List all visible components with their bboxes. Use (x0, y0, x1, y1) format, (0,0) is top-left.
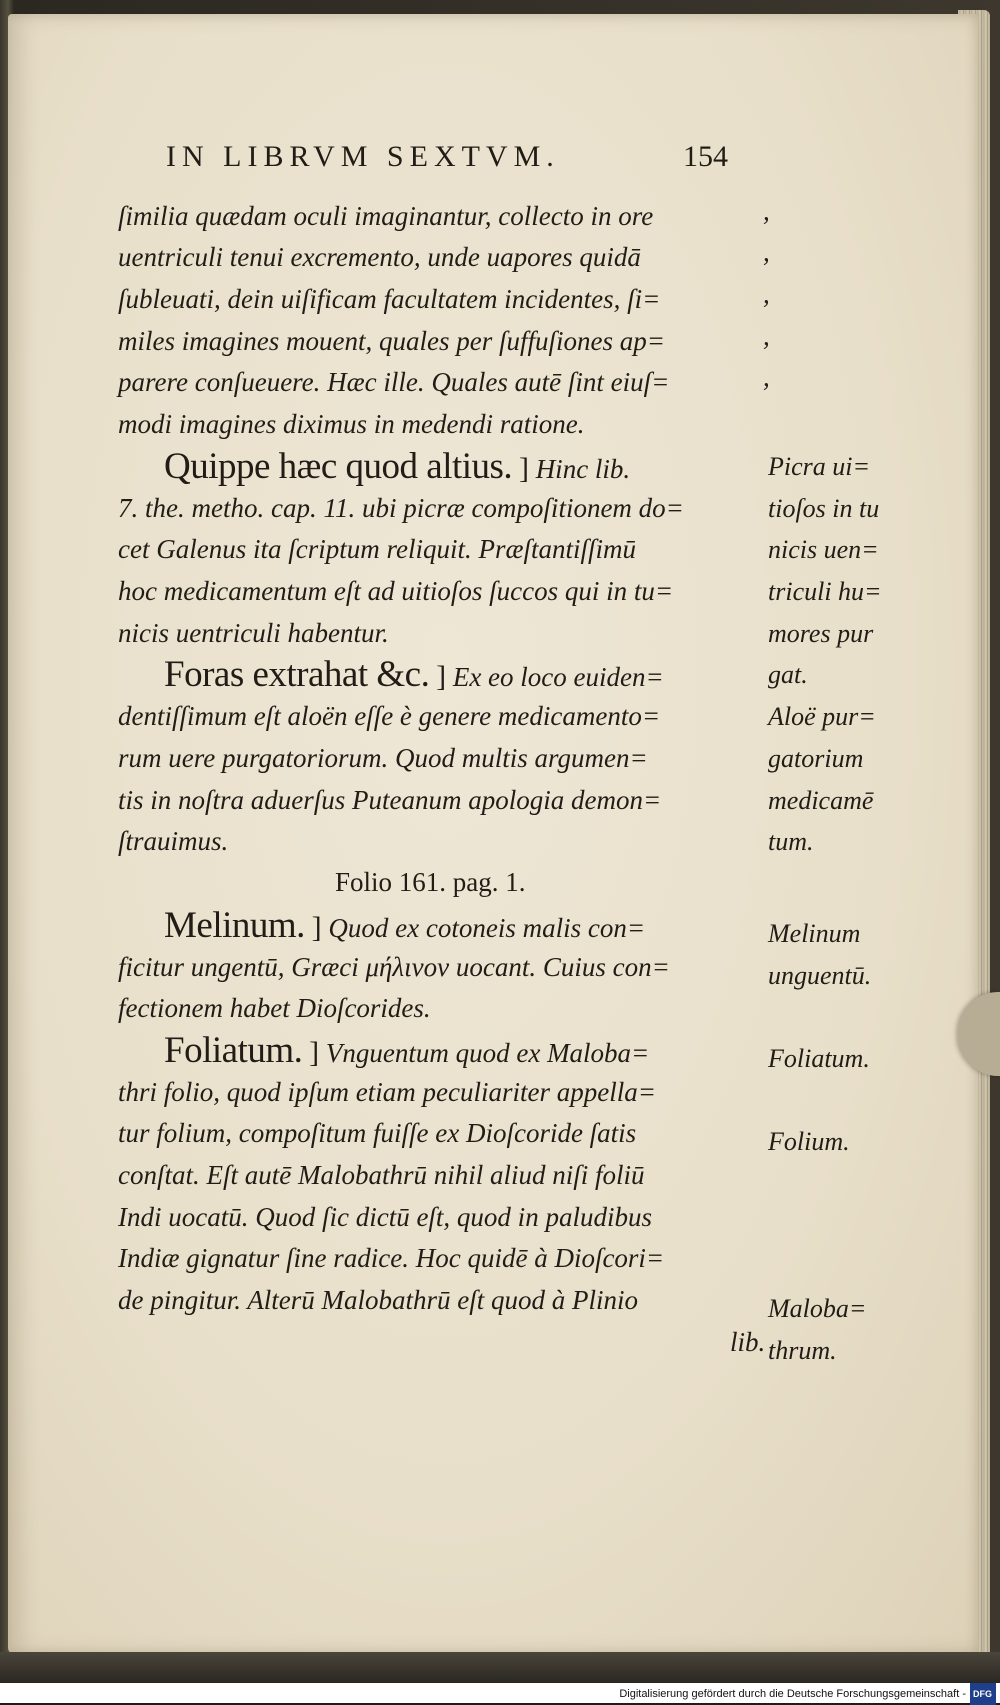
text-line: Indi uocatū. Quod ſic dictū eſt, quod in paludibus (118, 1202, 652, 1232)
margin-note: gatorium (768, 744, 864, 773)
lemma: Foras extrahat &c. (164, 654, 430, 695)
text-line: nicis uentriculi habentur. (118, 618, 389, 648)
quote-mark: , (763, 362, 770, 392)
margin-note: triculi hu= (768, 577, 882, 606)
margin-note: Melinum (768, 919, 861, 948)
text-line: thri folio, quod ipſum etiam peculiariter appella= (118, 1077, 656, 1107)
text-line: rum uere purgatoriorum. Quod multis argumen= (118, 743, 648, 773)
text-line: Indiæ gignatur ſine radice. Hoc quidē à Dioſcori= (118, 1243, 665, 1273)
margin-note: medicamē (768, 786, 874, 815)
margin-note: Picra ui= (768, 452, 871, 481)
catchword: lib. (730, 1327, 766, 1357)
text-line: tur folium, compoſitum fuiſſe ex Dioſcoride ſatis (118, 1118, 637, 1148)
text-line: Vnguentum quod ex Maloba= (325, 1038, 650, 1068)
margin-note: Folium. (768, 1127, 850, 1156)
text-line: Hinc lib. (535, 454, 631, 484)
margin-note: mores pur (768, 619, 874, 648)
dfg-logo: DFG (970, 1683, 996, 1705)
bracket: ] (436, 660, 447, 693)
text-line: conſtat. Eſt autē Malobathrū nihil aliud niſi foliū (118, 1160, 645, 1190)
bracket: ] (311, 911, 322, 944)
text-line: miles imagines mouent, quales per ſuffuſiones ap= (118, 326, 665, 356)
text-line: de pingitur. Alterū Malobathrū eſt quod à Plinio (118, 1285, 638, 1315)
margin-note: Foliatum. (768, 1044, 870, 1073)
digitization-footer (0, 1683, 1000, 1703)
margin-note: unguentū. (768, 961, 872, 990)
text-line: fectionem habet Dioſcorides. (118, 993, 431, 1023)
text-line: Quod ex cotoneis malis con= (328, 913, 646, 943)
running-title: IN LIBRVM SEXTVM. (166, 140, 560, 173)
lemma: Foliatum. (164, 1030, 303, 1071)
margin-note: gat. (768, 660, 808, 689)
text-line: parere conſueuere. Hæc ille. Quales autē ſint eiuſ= (118, 367, 670, 397)
page-number: 154 (683, 140, 728, 173)
book-bottom-edge (0, 1652, 1000, 1683)
margin-note: thrum. (768, 1336, 837, 1365)
bracket: ] (518, 452, 529, 485)
footer-credit: Digitalisierung gefördert durch die Deutsche Forschungsgemeinschaft - (619, 1687, 966, 1700)
text-line: uentriculi tenui excremento, unde uapores quidā (118, 242, 641, 272)
lemma: Melinum. (164, 905, 305, 946)
text-line: ſtrauimus. (118, 826, 229, 856)
margin-note: nicis uen= (768, 535, 879, 564)
text-line: hoc medicamentum eſt ad uitioſos ſuccos qui in tu= (118, 576, 674, 606)
text-line: ſubleuati, dein uiſificam facultatem incidentes, ſi= (118, 284, 661, 314)
quote-mark: , (763, 196, 770, 226)
margin-note: Maloba= (768, 1294, 867, 1323)
text-line: modi imagines diximus in medendi ratione. (118, 409, 585, 439)
quote-mark: , (763, 321, 770, 351)
text-line: tis in noſtra aduerſus Puteanum apologia demon= (118, 785, 662, 815)
lemma: Quippe hæc quod altius. (164, 446, 513, 487)
text-line: dentiſſimum eſt aloën eſſe è genere medicamento= (118, 701, 661, 731)
margin-note: tioſos in tu (768, 494, 880, 523)
bracket: ] (309, 1036, 320, 1069)
margin-note: tum. (768, 827, 814, 856)
margin-note: Aloë pur= (768, 702, 876, 731)
quote-mark: , (763, 237, 770, 267)
text-line: Ex eo loco euiden= (452, 662, 664, 692)
text-line: ſimilia quædam oculi imaginantur, collecto in ore (118, 201, 654, 231)
folio-reference: Folio 161. pag. 1. (335, 867, 526, 897)
quote-mark: , (763, 279, 770, 309)
text-line: cet Galenus ita ſcriptum reliquit. Præſtantiſſimū (118, 534, 636, 564)
text-line: 7. the. metho. cap. 11. ubi picræ compoſitionem do= (118, 493, 684, 523)
text-line: ficitur ungentū, Græci μήλινον uocant. Cuius con= (118, 952, 670, 982)
